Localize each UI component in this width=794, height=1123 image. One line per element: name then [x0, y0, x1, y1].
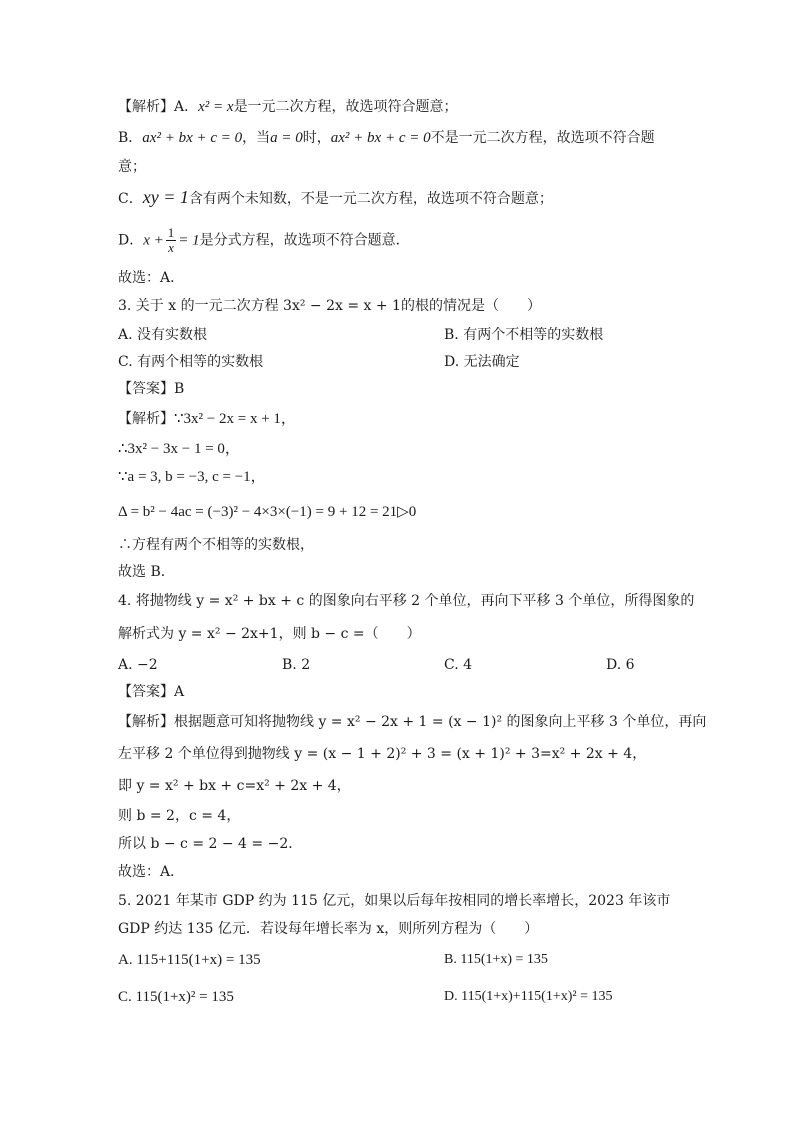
text: 不是一元二次方程，故选项不符合题 — [430, 130, 655, 146]
analysis-line-b-cont: 意； — [118, 159, 146, 175]
q4-option-b: B. 2 — [282, 657, 311, 673]
q3-step-5: ∴方程有两个不相等的实数根， — [118, 537, 314, 553]
math: xy = 1 — [142, 187, 189, 207]
q3-answer: 【答案】B — [118, 381, 185, 397]
q3-option-c: C. 有两个相等的实数根 — [118, 354, 264, 370]
q4-step-2: 左平移 2 个单位得到抛物线 y = (x − 1 + 2)² + 3 = (x + 1)² + 3=x² + 2x + 4， — [118, 746, 647, 762]
choose-line: 故选：A． — [118, 270, 185, 286]
text: 【解析】 — [118, 411, 174, 427]
analysis-line-d — [118, 226, 410, 255]
math: ax² + bx + c = 0 — [330, 130, 431, 146]
math: x + — [143, 232, 164, 249]
q3-option-b: B. 有两个不相等的实数根 — [444, 327, 604, 343]
denominator: x — [168, 240, 174, 255]
question-4-line-2: 解析式为 y = x² − 2x+1，则 b − c =（ ） — [118, 626, 421, 642]
q4-step-1: 【解析】根据题意可知将抛物线 y = x² − 2x + 1 = (x − 1)² 的图象向上平移 3 个单位，再向 — [118, 714, 707, 730]
analysis-line-b — [118, 128, 655, 148]
q3-step-2: ∴3x² − 3x − 1 = 0， — [118, 441, 240, 457]
text: C． — [118, 191, 143, 207]
question-5-line-2: GDP 约达 135 亿元．若设每年增长率为 x，则所列方程为（ ） — [118, 921, 539, 937]
analysis-line-c — [118, 187, 553, 209]
text: 【解析】A． — [118, 99, 199, 115]
text: 含有两个未知数，不是一元二次方程，故选项不符合题意； — [188, 191, 553, 207]
q4-option-c: C. 4 — [444, 657, 473, 673]
q3-step-6: 故选 B． — [118, 564, 175, 580]
text: 是一元二次方程，故选项符合题意； — [233, 99, 458, 115]
q5-option-d: D. 115(1+x)+115(1+x)² = 135 — [444, 989, 613, 1004]
text: B． — [118, 130, 143, 146]
q3-option-a: A. 没有实数根 — [118, 327, 208, 343]
q5-option-a: A. 115+115(1+x) = 135 — [118, 952, 261, 968]
math: a = 0 — [270, 130, 303, 146]
question-3: 3. 关于 x 的一元二次方程 3x² − 2x = x + 1的根的情况是（ ） — [118, 298, 541, 314]
text: ，当 — [242, 130, 271, 146]
q3-step-4: Δ = b² − 4ac = (−3)² − 4×3×(−1) = 9 + 12 = 21▷0 — [118, 504, 417, 520]
q3-option-d: D. 无法确定 — [444, 354, 520, 370]
math: x² = x — [198, 99, 234, 115]
question-5-line-1: 5. 2021 年某市 GDP 约为 115 亿元，如果以后每年按相同的增长率增长，2023 年该市 — [118, 893, 671, 909]
numerator: 1 — [167, 225, 175, 240]
q5-option-b: B. 115(1+x) = 135 — [444, 952, 548, 967]
question-4-line-1: 4. 将抛物线 y = x² + bx + c 的图象向右平移 2 个单位，再向下平移 3 个单位，所得图象的 — [118, 593, 695, 609]
q3-step-3: ∵a = 3, b = −3, c = −1， — [118, 469, 266, 485]
text: 是分式方程，故选项不符合题意． — [199, 232, 410, 249]
q4-step-6: 故选：A． — [118, 864, 185, 880]
math: = 1 — [178, 232, 200, 249]
math: ax² + bx + c = 0 — [142, 130, 243, 146]
fraction — [166, 226, 177, 255]
q4-option-a: A. −2 — [118, 657, 158, 673]
q4-option-d: D. 6 — [606, 657, 635, 673]
text: 时， — [302, 130, 331, 146]
q4-step-3: 即 y = x² + bx + c=x² + 2x + 4， — [118, 778, 351, 794]
q3-step-1 — [118, 409, 296, 429]
math: ∵3x² − 2x = x + 1， — [174, 411, 296, 427]
q5-option-c: C. 115(1+x)² = 135 — [118, 989, 234, 1005]
analysis-line-a — [118, 97, 458, 117]
q4-step-4: 则 b = 2，c = 4， — [118, 808, 241, 824]
text: D． — [118, 232, 144, 249]
q4-answer: 【答案】A — [118, 684, 185, 700]
q4-step-5: 所以 b − c = 2 − 4 = −2． — [118, 836, 303, 852]
